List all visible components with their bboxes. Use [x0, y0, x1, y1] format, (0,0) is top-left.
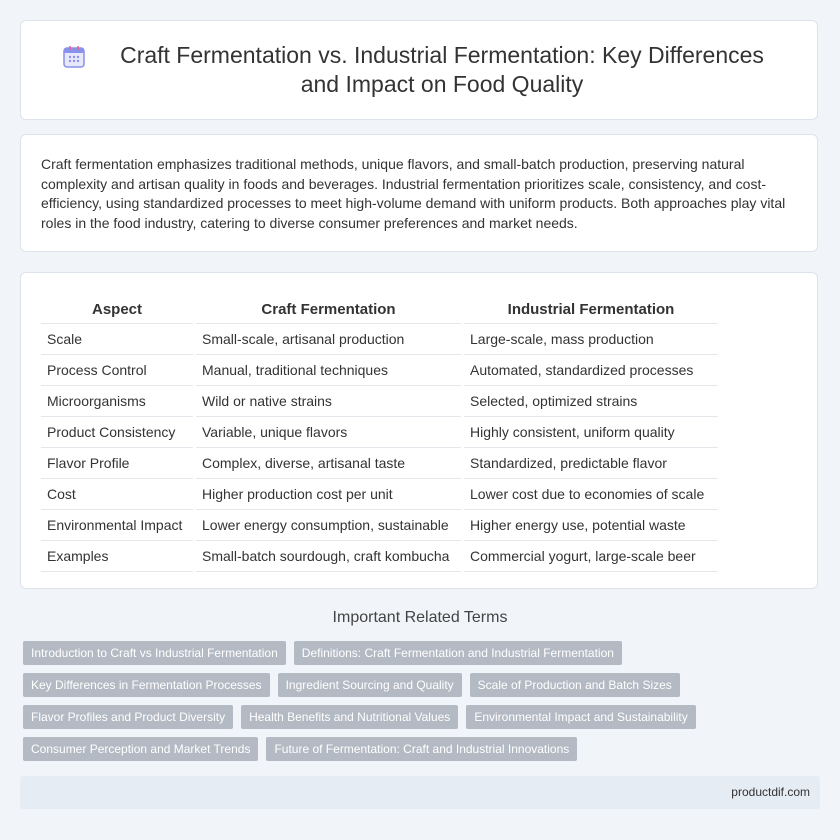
table-row — [41, 386, 718, 417]
table-cell: Small-batch sourdough, craft kombucha — [195, 541, 463, 572]
table-row — [41, 541, 718, 572]
table-cell: Environmental Impact — [41, 510, 195, 541]
related-term-link[interactable]: Flavor Profiles and Product Diversity — [23, 705, 233, 729]
table-row — [41, 417, 718, 448]
related-term-link[interactable]: Consumer Perception and Market Trends — [23, 737, 258, 761]
related-term-link[interactable]: Future of Fermentation: Craft and Industrial Innovations — [266, 737, 577, 761]
header-card — [20, 20, 818, 120]
table-cell: Manual, traditional techniques — [195, 355, 463, 386]
table-cell: Automated, standardized processes — [463, 355, 719, 386]
page-title: Craft Fermentation vs. Industrial Fermentation: Key Differences and Impact on Food Quality — [120, 42, 764, 97]
column-header-aspect: Aspect — [41, 295, 195, 324]
intro-text: Craft fermentation emphasizes traditional methods, unique flavors, and small-batch production, preserving natural complexity and artisan quality in foods and beverages. Industrial fermentation prioritizes scale, consistency, and cost-efficiency, using standardized processes to meet high-volume demand with uniform products. Both approaches play vital roles in the food industry, catering to diverse consumer preferences and market needs. — [41, 156, 786, 231]
table-cell: Small-scale, artisanal production — [195, 324, 463, 355]
related-term-link[interactable]: Scale of Production and Batch Sizes — [470, 673, 680, 697]
table-cell: Examples — [41, 541, 195, 572]
comparison-card — [20, 272, 818, 589]
table-row — [41, 324, 718, 355]
table-cell: Scale — [41, 324, 195, 355]
table-cell: Complex, diverse, artisanal taste — [195, 448, 463, 479]
table-cell: Highly consistent, uniform quality — [463, 417, 719, 448]
table-cell: Cost — [41, 479, 195, 510]
related-term-link[interactable]: Key Differences in Fermentation Processes — [23, 673, 270, 697]
table-cell: Commercial yogurt, large-scale beer — [463, 541, 719, 572]
table-row — [41, 448, 718, 479]
table-cell: Lower cost due to economies of scale — [463, 479, 719, 510]
table-cell: Variable, unique flavors — [195, 417, 463, 448]
table-header-row — [41, 295, 718, 324]
table-row — [41, 355, 718, 386]
header-inner — [21, 41, 817, 99]
column-header-industrial: Industrial Fermentation — [463, 295, 719, 324]
related-terms-title: Important Related Terms — [332, 609, 508, 626]
tag-row — [23, 737, 823, 761]
related-terms-list — [23, 641, 823, 769]
tag-row — [23, 641, 823, 665]
table-cell: Flavor Profile — [41, 448, 195, 479]
table-cell: Higher energy use, potential waste — [463, 510, 719, 541]
related-term-link[interactable]: Introduction to Craft vs Industrial Fermentation — [23, 641, 286, 665]
tag-row — [23, 673, 823, 697]
table-row — [41, 510, 718, 541]
table-cell: Microorganisms — [41, 386, 195, 417]
table-cell: Selected, optimized strains — [463, 386, 719, 417]
intro-card — [20, 134, 818, 252]
table-cell: Large-scale, mass production — [463, 324, 719, 355]
related-term-link[interactable]: Environmental Impact and Sustainability — [466, 705, 695, 729]
related-term-link[interactable]: Health Benefits and Nutritional Values — [241, 705, 458, 729]
related-term-link[interactable]: Definitions: Craft Fermentation and Industrial Fermentation — [294, 641, 622, 665]
table-row — [41, 479, 718, 510]
table-cell: Higher production cost per unit — [195, 479, 463, 510]
table-cell: Wild or native strains — [195, 386, 463, 417]
comparison-table — [41, 295, 718, 572]
calendar-icon — [61, 44, 87, 70]
tag-row — [23, 705, 823, 729]
column-header-craft: Craft Fermentation — [195, 295, 463, 324]
table-cell: Product Consistency — [41, 417, 195, 448]
related-term-link[interactable]: Ingredient Sourcing and Quality — [278, 673, 462, 697]
footer — [20, 776, 820, 809]
table-cell: Lower energy consumption, sustainable — [195, 510, 463, 541]
footer-site-link[interactable]: productdif.com — [731, 785, 810, 799]
table-cell: Standardized, predictable flavor — [463, 448, 719, 479]
table-cell: Process Control — [41, 355, 195, 386]
